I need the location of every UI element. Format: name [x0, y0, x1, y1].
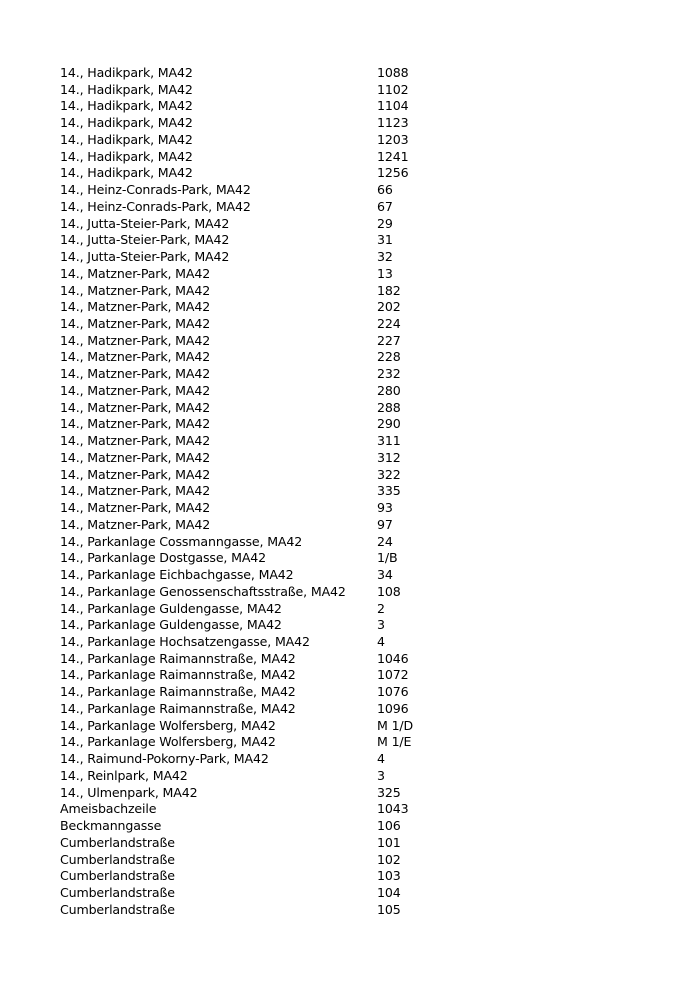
location-number-cell: 228 — [377, 349, 401, 365]
location-number-cell: 3 — [377, 617, 385, 633]
location-number-cell: 103 — [377, 868, 401, 884]
location-name-cell: 14., Matzner-Park, MA42 — [60, 399, 211, 415]
location-number-cell: 322 — [377, 466, 401, 482]
location-number-cell: 4 — [377, 751, 385, 767]
table-row — [60, 149, 437, 166]
location-name-cell: Cumberlandstraße — [60, 884, 175, 900]
location-name-cell: 14., Matzner-Park, MA42 — [60, 282, 211, 298]
location-number-cell: 2 — [377, 600, 385, 616]
table-row — [60, 550, 437, 567]
table-row — [60, 467, 437, 484]
location-number-cell: 1104 — [377, 98, 409, 114]
location-name-cell: 14., Hadikpark, MA42 — [60, 65, 193, 80]
table-row — [60, 835, 437, 852]
location-number-cell: 311 — [377, 433, 401, 449]
location-name-cell: 14., Matzner-Park, MA42 — [60, 299, 211, 315]
table-row — [60, 199, 437, 216]
table-row — [60, 249, 437, 266]
table-row — [60, 868, 437, 885]
location-number-cell: 182 — [377, 282, 401, 298]
location-number-cell: 32 — [377, 249, 393, 265]
location-number-cell: 1096 — [377, 700, 409, 716]
location-number-cell: 13 — [377, 265, 393, 281]
location-name-cell: 14., Ulmenpark, MA42 — [60, 784, 198, 800]
location-number-cell: 325 — [377, 784, 401, 800]
location-name-cell: 14., Parkanlage Raimannstraße, MA42 — [60, 667, 296, 683]
table-row — [60, 333, 437, 350]
location-number-cell: 202 — [377, 299, 401, 315]
location-table-body — [60, 65, 437, 918]
location-number-cell: 34 — [377, 567, 393, 583]
location-name-cell: 14., Hadikpark, MA42 — [60, 131, 193, 147]
location-name-cell: 14., Parkanlage Cossmanngasse, MA42 — [60, 533, 303, 549]
table-row — [60, 366, 437, 383]
table-row — [60, 801, 437, 818]
table-row — [60, 483, 437, 500]
table-row — [60, 500, 437, 517]
location-name-cell: 14., Parkanlage Raimannstraße, MA42 — [60, 684, 296, 700]
location-name-cell: 14., Matzner-Park, MA42 — [60, 483, 211, 499]
table-row — [60, 299, 437, 316]
table-row — [60, 182, 437, 199]
table-row — [60, 768, 437, 785]
table-row — [60, 349, 437, 366]
table-row — [60, 902, 437, 919]
location-name-cell: 14., Parkanlage Wolfersberg, MA42 — [60, 717, 276, 733]
location-name-cell: 14., Heinz-Conrads-Park, MA42 — [60, 182, 251, 198]
table-row — [60, 98, 437, 115]
table-row — [60, 232, 437, 249]
location-name-cell: 14., Matzner-Park, MA42 — [60, 349, 211, 365]
location-name-cell: 14., Parkanlage Wolfersberg, MA42 — [60, 734, 276, 750]
location-name-cell: Cumberlandstraße — [60, 868, 175, 884]
location-number-cell: 280 — [377, 382, 401, 398]
location-name-cell: Cumberlandstraße — [60, 834, 175, 850]
table-row — [60, 216, 437, 233]
location-name-cell: 14., Matzner-Park, MA42 — [60, 366, 211, 382]
location-number-cell: 66 — [377, 182, 393, 198]
location-number-cell: 1043 — [377, 801, 409, 817]
location-name-cell: 14., Hadikpark, MA42 — [60, 81, 193, 97]
location-name-cell: Ameisbachzeile — [60, 801, 157, 817]
table-row — [60, 400, 437, 417]
location-number-cell: M 1/E — [377, 734, 412, 750]
location-number-cell: 108 — [377, 583, 401, 599]
location-name-cell: 14., Hadikpark, MA42 — [60, 165, 193, 181]
table-row — [60, 885, 437, 902]
location-name-cell: 14., Matzner-Park, MA42 — [60, 265, 211, 281]
location-number-cell: 1256 — [377, 165, 409, 181]
table-row — [60, 283, 437, 300]
location-number-cell: 232 — [377, 366, 401, 382]
location-number-cell: 1241 — [377, 148, 409, 164]
location-number-cell: 29 — [377, 215, 393, 231]
location-name-cell: 14., Matzner-Park, MA42 — [60, 332, 211, 348]
table-row — [60, 132, 437, 149]
location-name-cell: 14., Jutta-Steier-Park, MA42 — [60, 249, 230, 265]
table-row — [60, 617, 437, 634]
location-name-cell: 14., Parkanlage Eichbachgasse, MA42 — [60, 567, 294, 583]
location-number-cell: 1/B — [377, 550, 398, 566]
location-number-cell: 105 — [377, 901, 401, 917]
location-name-cell: 14., Jutta-Steier-Park, MA42 — [60, 232, 230, 248]
location-number-cell: 93 — [377, 500, 393, 516]
location-number-cell: 24 — [377, 533, 393, 549]
table-row — [60, 818, 437, 835]
location-number-cell: 224 — [377, 316, 401, 332]
location-name-cell: Cumberlandstraße — [60, 851, 175, 867]
location-name-cell: Cumberlandstraße — [60, 901, 175, 917]
location-number-cell: 1088 — [377, 65, 409, 80]
location-number-cell: 1072 — [377, 667, 409, 683]
table-row — [60, 718, 437, 735]
table-row — [60, 433, 437, 450]
location-number-cell: 31 — [377, 232, 393, 248]
location-number-cell: 4 — [377, 633, 385, 649]
location-number-cell: 335 — [377, 483, 401, 499]
table-row — [60, 751, 437, 768]
location-number-cell: M 1/D — [377, 717, 414, 733]
table-row — [60, 383, 437, 400]
location-number-cell: 97 — [377, 516, 393, 532]
table-row — [60, 115, 437, 132]
location-name-cell: 14., Parkanlage Guldengasse, MA42 — [60, 600, 282, 616]
table-row — [60, 517, 437, 534]
location-number-cell: 1123 — [377, 115, 409, 131]
location-number-cell: 3 — [377, 767, 385, 783]
location-name-cell: 14., Parkanlage Guldengasse, MA42 — [60, 617, 282, 633]
table-row — [60, 534, 437, 551]
location-number-cell: 1203 — [377, 131, 409, 147]
location-name-cell: 14., Raimund-Pokorny-Park, MA42 — [60, 751, 269, 767]
table-row — [60, 165, 437, 182]
location-name-cell: 14., Matzner-Park, MA42 — [60, 416, 211, 432]
location-name-cell: 14., Hadikpark, MA42 — [60, 148, 193, 164]
location-name-cell: 14., Matzner-Park, MA42 — [60, 516, 211, 532]
table-row — [60, 316, 437, 333]
location-name-cell: 14., Hadikpark, MA42 — [60, 115, 193, 131]
location-number-cell: 67 — [377, 198, 393, 214]
table-row — [60, 82, 437, 99]
location-name-cell: 14., Matzner-Park, MA42 — [60, 500, 211, 516]
table-row — [60, 734, 437, 751]
location-name-cell: 14., Matzner-Park, MA42 — [60, 433, 211, 449]
table-row — [60, 450, 437, 467]
table-row — [60, 667, 437, 684]
table-row — [60, 785, 437, 802]
location-name-cell: 14., Jutta-Steier-Park, MA42 — [60, 215, 230, 231]
location-name-cell: 14., Matzner-Park, MA42 — [60, 316, 211, 332]
location-name-cell: 14., Parkanlage Raimannstraße, MA42 — [60, 650, 296, 666]
table-row — [60, 567, 437, 584]
location-name-cell: 14., Parkanlage Dostgasse, MA42 — [60, 550, 267, 566]
table-row — [60, 852, 437, 869]
location-name-cell: 14., Matzner-Park, MA42 — [60, 382, 211, 398]
location-name-cell: 14., Parkanlage Raimannstraße, MA42 — [60, 700, 296, 716]
location-number-cell: 312 — [377, 449, 401, 465]
location-number-cell: 227 — [377, 332, 401, 348]
table-row — [60, 651, 437, 668]
table-row — [60, 65, 437, 82]
table-row — [60, 684, 437, 701]
location-table — [60, 65, 437, 918]
location-name-cell: 14., Parkanlage Hochsatzengasse, MA42 — [60, 633, 310, 649]
table-row — [60, 266, 437, 283]
location-name-cell: 14., Heinz-Conrads-Park, MA42 — [60, 198, 251, 214]
table-row — [60, 584, 437, 601]
table-row — [60, 601, 437, 618]
location-number-cell: 106 — [377, 818, 401, 834]
location-number-cell: 1046 — [377, 650, 409, 666]
location-name-cell: Beckmanngasse — [60, 818, 162, 834]
location-number-cell: 1076 — [377, 684, 409, 700]
location-name-cell: 14., Hadikpark, MA42 — [60, 98, 193, 114]
location-number-cell: 104 — [377, 884, 401, 900]
location-name-cell: 14., Matzner-Park, MA42 — [60, 449, 211, 465]
location-number-cell: 102 — [377, 851, 401, 867]
table-row — [60, 701, 437, 718]
location-name-cell: 14., Reinlpark, MA42 — [60, 767, 188, 783]
location-number-cell: 1102 — [377, 81, 409, 97]
location-number-cell: 290 — [377, 416, 401, 432]
location-number-cell: 288 — [377, 399, 401, 415]
location-number-cell: 101 — [377, 834, 401, 850]
location-name-cell: 14., Parkanlage Genossenschaftsstraße, MA42 — [60, 583, 346, 599]
location-name-cell: 14., Matzner-Park, MA42 — [60, 466, 211, 482]
table-row — [60, 416, 437, 433]
table-row — [60, 634, 437, 651]
